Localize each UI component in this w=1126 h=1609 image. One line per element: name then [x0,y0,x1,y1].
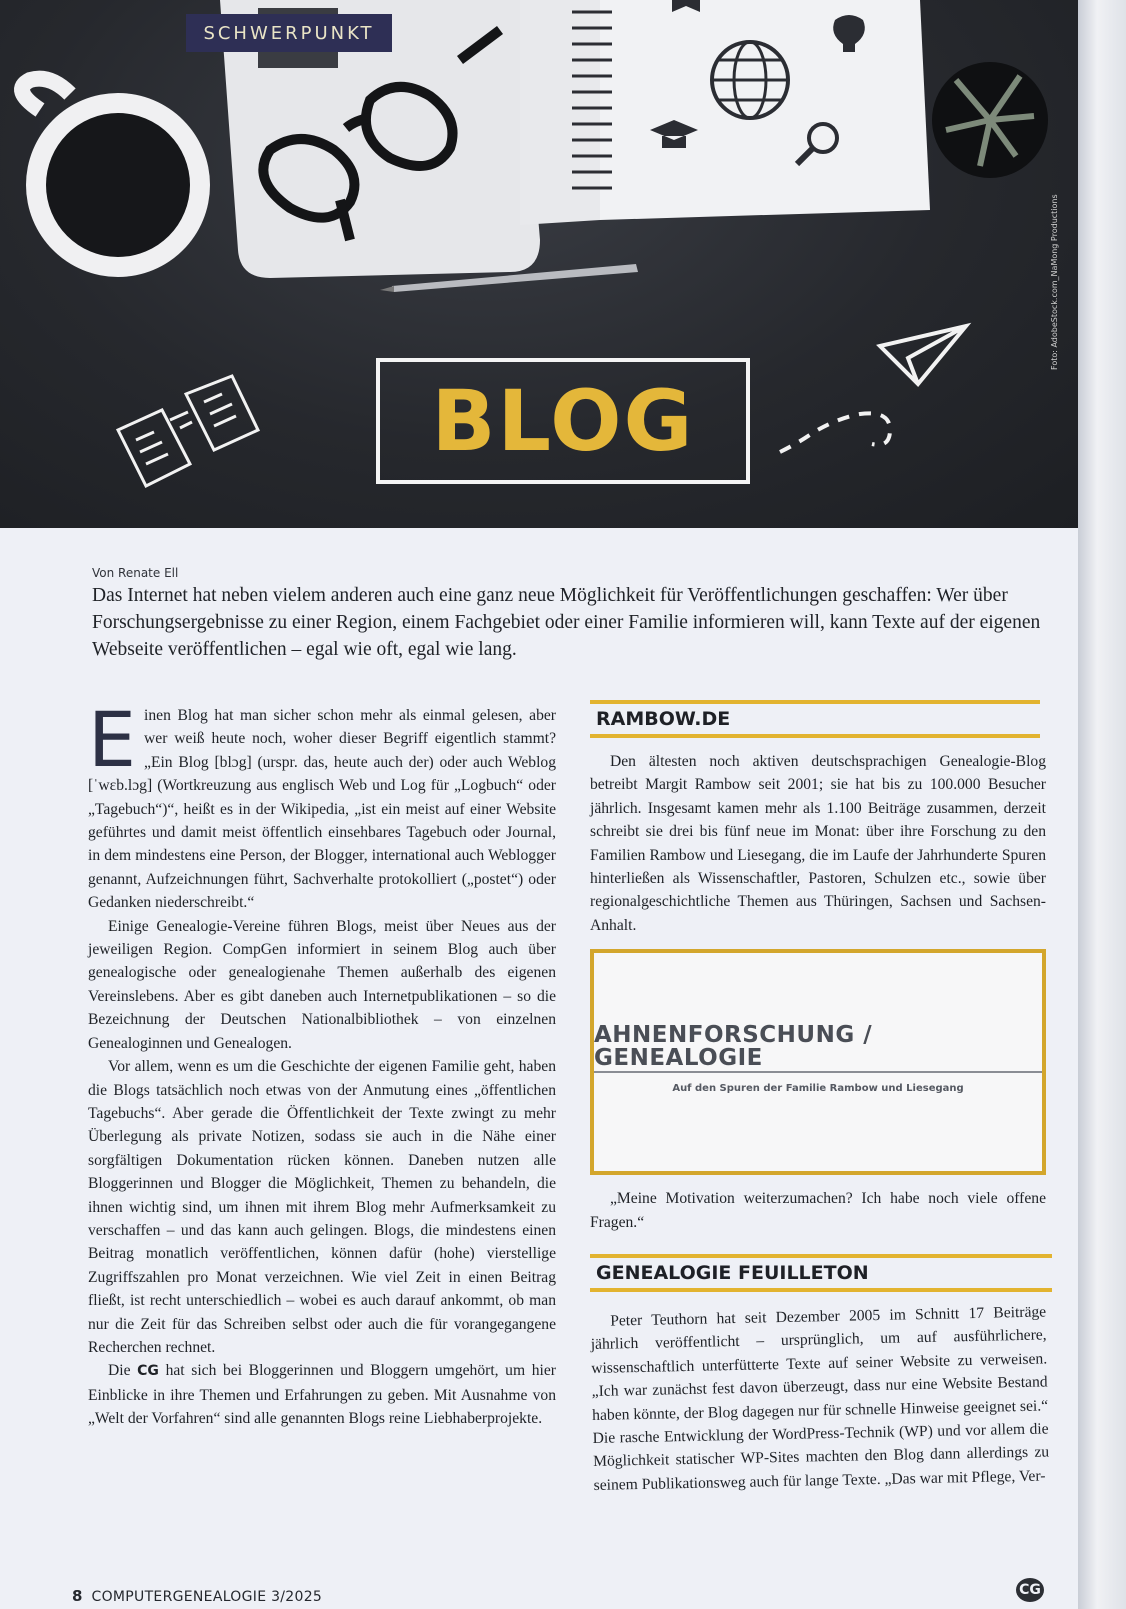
screenshot-subtitle: Auf den Spuren der Familie Rambow und Liesegang [672,1083,964,1095]
paragraph-4-rest: hat sich bei Bloggerinnen und Bloggern umgehört, um hier Einblicke in ihre Themen und Erfahrungen zu geben. Mit Ausnahme von „Welt der Vorfahren“ sind alle genannten Blogs reine Liebhaberprojekte. [88,1362,556,1428]
main-column [88,695,556,1431]
notebook-shape [520,0,930,225]
paragraph-4-prefix: Die [108,1362,131,1380]
next-page-edge [1078,0,1126,1609]
photo-credit: Foto: AdobeStock.com_NaMong Productions [1050,194,1059,370]
website-screenshot [590,949,1046,1175]
plant-shape [932,62,1048,178]
box-heading-rambow-text: RAMBOW.DE [590,704,1040,734]
author-line: Von Renate Ell [92,566,179,580]
drop-cap: E [88,695,137,784]
paragraph-4 [88,1359,556,1430]
feuilleton-text: Peter Teuthorn hat seit Dezember 2005 im Schnitt 17 Beiträge jährlich veröffentlicht – ursprünglich, um auf ausführlichere, wissenschaftlich unterfütterte Texte auf seiner Website zu verweisen. „Ich war zunächst fest davon überzeugt, dass nur eine Website Bestand haben könnte, der Blog dagegen nur für schnelle Hinweise geeignet sei.“ Die rasche Entwicklung der WordPress-Technik (WP) und vor allem die Möglichkeit statischer WP-Sites machten den Blog dann allerdings zu seinem Publikationsweg auch für lange Texte. „Das war mit Pflege, Ver- [590,1303,1050,1494]
sidebar-column [590,700,1050,1497]
magazine-issue: COMPUTERGENEALOGIE 3/2025 [91,1589,323,1605]
paper-plane-icon [780,326,966,452]
cg-logo-icon: CG [1016,1578,1044,1602]
box-heading-feuilleton [590,1254,1052,1292]
lead-paragraph: Das Internet hat neben vielem anderen auch eine ganz neue Möglichkeit für Veröffentlichungen geschaffen: Wer über Forschungsergebnisse zu einer Region, einem Fachgebiet oder einer Familie informieren will, kann Texte auf der eigenen Webseite veröffentlichen – egal wie oft, egal wie lang. [92,585,1041,660]
title-box [376,358,750,484]
documents-icon [118,376,258,486]
header-photo [0,0,1078,528]
cg-mark: CG [137,1363,159,1380]
rambow-quote: „Meine Motivation weiterzumachen? Ich habe noch viele offene Fragen.“ [590,1190,1046,1231]
rambow-text: Den ältesten noch aktiven deutschsprachigen Genealogie-Blog betreibt Margit Rambow seit 2001; sie hat bis zu 100.000 Besucher jährlich. Insgesamt kamen mehr als 1.100 Beiträge zusammen, derzeit schreibt sie drei bis fünf neue im Monat: über ihre Forschung zu den Familien Rambow und Liesegang, die im Laufe der Jahrhunderte Spuren hinterließen als Wissenschaftler, Pastoren, Schulzen etc., sowie über regionalgeschichtliche Themen aus Thüringen, Sachsen und Sachsen-Anhalt. [590,753,1046,934]
page-footer [72,1587,322,1605]
box-heading-rambow [590,700,1040,738]
coffee-cup-shape [22,79,210,277]
section-tag: SCHWERPUNKT [186,14,392,52]
paragraph-1 [88,695,556,915]
paragraph-3: Vor allem, wenn es um die Geschichte der eigenen Familie geht, haben die Blogs tatsächlich noch etwas von der Anmutung eines „öffentlichen Tagebuchs“. Aber gerade die Öffentlichkeit der Texte zwingt zu mehr Überlegung als private Notizen, sodass sie auch in die Nähe einer sorgfältigen Dokumentation rücken können. Daneben nutzen alle Bloggerinnen und Blogger die Möglichkeit, Themen zu behandeln, die ihnen wichtig sind, um ihnen mit ihrem Blog mehr Aufmerksamkeit zu verschaffen – und das kann auch gelingen. Blogs, die mindestens einen Beitrag monatlich veröffentlichen, können dafür (hohe) vierstellige Zugriffszahlen pro Monat verzeichnen. Wie viel Zeit in einen Beitrag fließt, ist recht unterschiedlich – wobei es auch darauf ankommt, ob man nur die Zeit für das Schreiben selbst oder auch die für vorangegangene Recherchen rechnet. [88,1058,556,1356]
paragraph-1-text: inen Blog hat man sicher schon mehr als einmal gelesen, aber wer weiß heute noch, woher dieser Begriff eigentlich stammt? „Ein Blog [blɔg] (urspr. das, heute auch der) oder auch Weblog [ˈwɛb.lɔg] (Wortkreuzung aus englisch Web und Log für „Logbuch“ oder „Tagebuch“)“, heißt es in der Wikipedia, „ist ein meist auf einer Website geführtes und damit meist öffentlich einsehbares Tagebuch oder Journal, in dem mindestens eine Person, der Blogger, international auch Weblogger genannt, Aufzeichnungen führt, Sachverhalte protokolliert („postet“) oder Gedanken niederschreibt.“ [88,707,556,912]
page-title: BLOG [431,372,695,470]
box-heading-feuilleton-text: GENEALOGIE FEUILLETON [590,1258,1052,1288]
paragraph-2: Einige Genealogie-Vereine führen Blogs, meist über Neues aus der jeweiligen Region. CompGen informiert in seinem Blog auch über genealogische oder genealogienahe Themen außerhalb des eigenen Vereinslebens. Aber es gibt daneben auch Internetpublikationen – so die Bezeichnung der Deutschen Nationalbibliothek – von einzelnen Genealoginnen und Genealogen. [88,917,556,1052]
page-number: 8 [72,1587,83,1605]
screenshot-title: AHNENFORSCHUNG / GENEALOGIE [594,1024,1042,1074]
